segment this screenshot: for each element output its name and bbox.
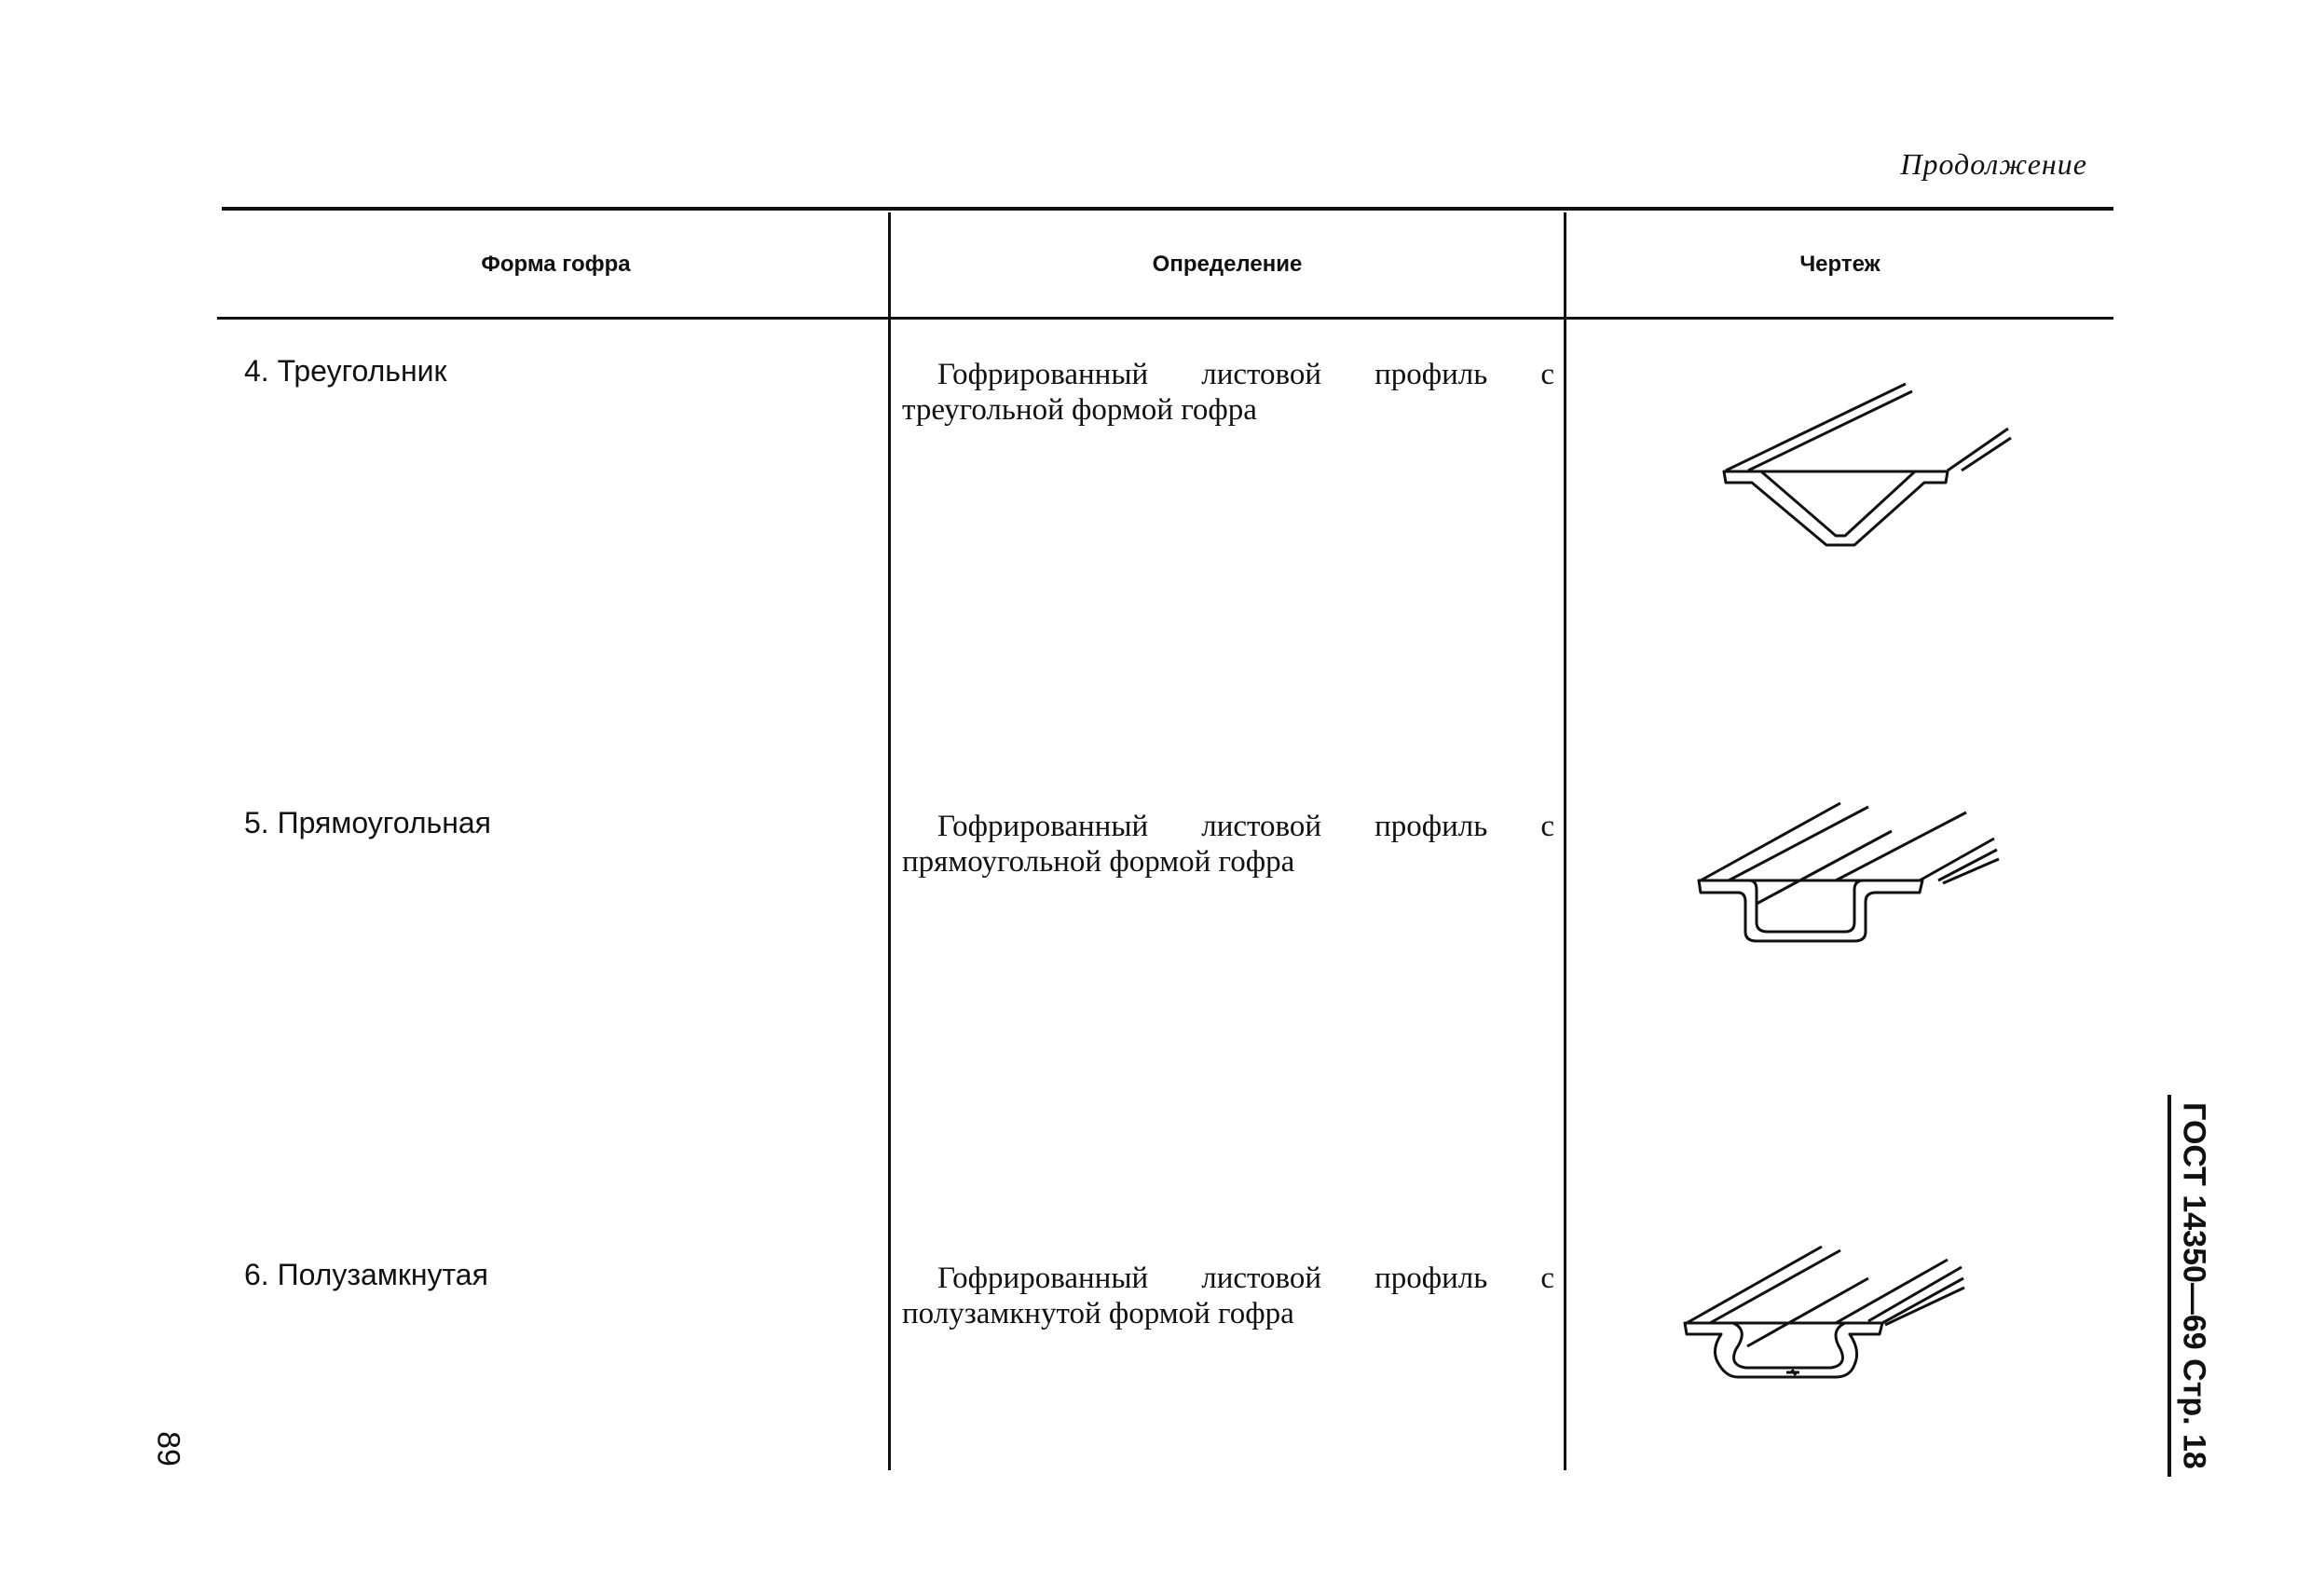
column-divider: [1564, 212, 1566, 1470]
triangular-corrugation-icon: [1715, 373, 2031, 559]
header-drawing: Чертеж: [1799, 252, 1880, 277]
table-header-rule: [217, 317, 2113, 320]
continuation-label: Продолжение: [1900, 147, 2087, 181]
gost-side-label: [2164, 1095, 2223, 1477]
page-number-text: 89: [150, 1431, 186, 1466]
row-name: 5. Прямоугольная: [244, 806, 491, 839]
row-name: 4. Треугольник: [244, 354, 447, 388]
header-shape: Форма гофра: [481, 252, 631, 277]
row-name: 6. Полузамкнутая: [244, 1258, 488, 1291]
row-definition: Гофрированный листовой профиль с прямоугольной формой гофра: [902, 810, 1554, 879]
gost-side-label-text: ГОСТ 14350—69 Стр. 18: [2176, 1102, 2212, 1469]
page-number: [140, 1421, 196, 1477]
row-definition: Гофрированный листовой профиль с треугольной формой гофра: [902, 358, 1554, 427]
column-divider: [888, 212, 891, 1470]
header-definition: Определение: [1152, 252, 1303, 277]
rectangular-corrugation-icon: [1691, 792, 2013, 955]
row-definition: Гофрированный листовой профиль с полузамкнутой формой гофра: [902, 1262, 1554, 1330]
table-top-rule: [222, 207, 2113, 211]
semi-closed-corrugation-icon: [1682, 1230, 1976, 1393]
